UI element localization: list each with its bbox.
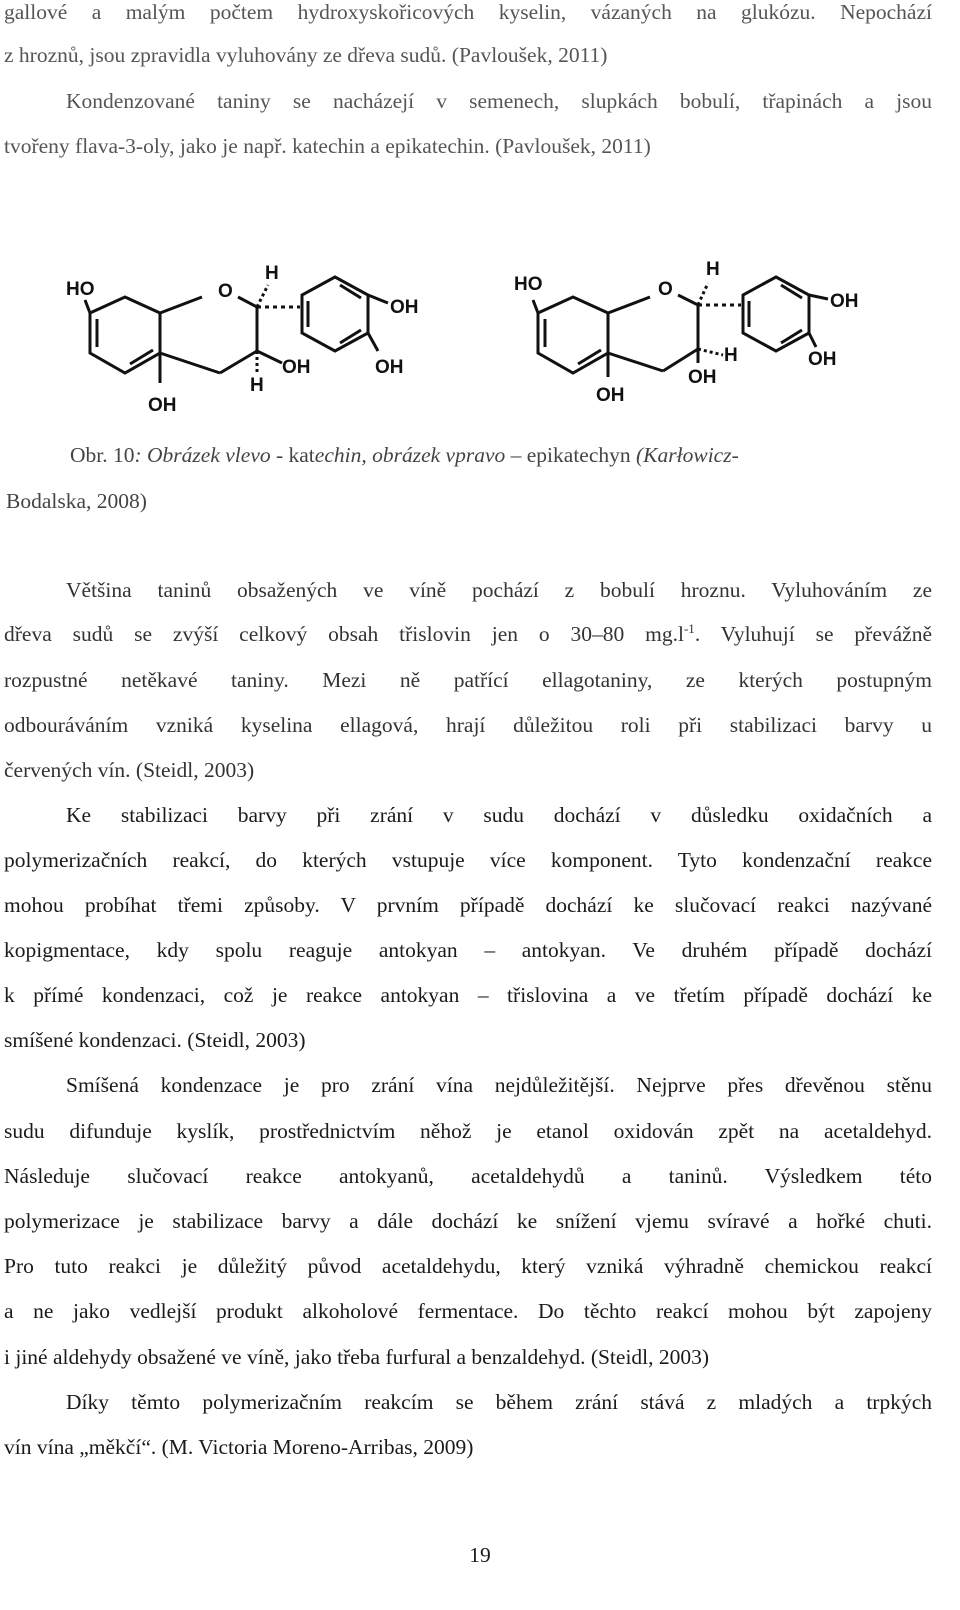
stereo-dashed-bond <box>698 283 708 305</box>
caption-text: – epikatechyn <box>505 443 637 467</box>
c-ring-bond <box>160 353 220 373</box>
h-label: H <box>265 263 279 284</box>
oh-label: OH <box>688 367 717 388</box>
text-line: a ne jako vedlejší produkt alkoholové fermentace. Do těchto reakcí mohou být zapojeny <box>4 1299 932 1323</box>
c-ring-bond <box>238 297 257 307</box>
oh-label: OH <box>808 349 837 370</box>
text-line: Následuje slučovací reakce antokyanů, acetaldehydů a taninů. Výsledkem této <box>4 1164 932 1188</box>
figure-caption <box>70 441 739 469</box>
text-line: smíšené kondenzaci. (Steidl, 2003) <box>4 1028 306 1052</box>
oh-label: OH <box>148 395 177 416</box>
epicatechin-structure-figure <box>498 255 898 420</box>
caption-prefix: Obr. 10 <box>70 443 135 467</box>
h-label: H <box>706 259 720 280</box>
text-line: kopigmentace, kdy spolu reaguje antokyan – antokyan. Ve druhém případě dochází <box>4 938 932 962</box>
text-span: dřeva sudů se zvýší celkový obsah třislovin jen o 30–80 mg.l <box>4 622 684 646</box>
text-line: Většina taninů obsažených ve víně pochází z bobulí hroznu. Vyluhováním ze <box>66 578 932 602</box>
text-line: k přímé kondenzaci, což je reakce antokyan – třislovina a ve třetím případě dochází ke <box>4 983 932 1007</box>
caption-text: - kat <box>270 443 315 467</box>
text-line: i jiné aldehydy obsažené ve víně, jako třeba furfural a benzaldehyd. (Steidl, 2003) <box>4 1345 710 1369</box>
oh-bond <box>368 295 388 303</box>
figure-caption-continuation: Bodalska, 2008) <box>6 489 147 513</box>
oh-label: OH <box>390 297 419 318</box>
stereo-dashed-bond <box>257 285 268 307</box>
oh-label: OH <box>282 357 311 378</box>
text-line: vín vína „měkčí“. (M. Victoria Moreno-Arribas, 2009) <box>4 1435 474 1459</box>
catechin-structure-figure <box>50 255 450 420</box>
o-label: O <box>218 281 233 302</box>
text-line: Pro tuto reakci je důležitý původ acetaldehydu, který vzniká výhradně chemickou reakcí <box>4 1254 932 1278</box>
oh-label: OH <box>830 291 859 312</box>
oh-bond <box>809 295 828 299</box>
caption-text: : Obrázek vlevo <box>134 443 271 467</box>
text-line: Kondenzované taniny se nacházejí v semenech, slupkách bobulí, třapinách a jsou <box>66 89 932 113</box>
c-ring-bond <box>160 297 202 313</box>
text-line: tvořeny flava-3-oly, jako je např. katechin a epikatechin. (Pavloušek, 2011) <box>4 134 651 158</box>
c-ring-bond <box>220 351 257 373</box>
ho-bond <box>533 300 538 313</box>
text-line: odbouráváním vzniká kyselina ellagová, hrají důležitou roli při stabilizaci barvy u <box>4 713 932 737</box>
a-ring <box>90 297 160 373</box>
caption-source: (Karłowicz- <box>636 443 739 467</box>
a-ring <box>538 297 608 373</box>
page-number: 19 <box>469 1543 491 1567</box>
text-line: Ke stabilizaci barvy při zrání v sudu dochází v důsledku oxidačních a <box>66 803 932 827</box>
text-line: z hroznů, jsou zpravidla vyluhovány ze dřeva sudů. (Pavloušek, 2011) <box>4 43 608 67</box>
text-line: polymerizace je stabilizace barvy a dále dochází ke snížení vjemu svíravé a hořké chuti. <box>4 1209 932 1233</box>
text-line: červených vín. (Steidl, 2003) <box>4 758 255 782</box>
caption-text: echin, obrázek vpravo <box>314 443 506 467</box>
ho-bond <box>85 300 90 313</box>
oh-bond <box>257 351 282 363</box>
c-ring-bond <box>678 295 698 305</box>
h-label: H <box>724 345 738 366</box>
ho-label: HO <box>514 274 543 295</box>
text-line: Díky těmto polymerizačním reakcím se během zrání stává z mladých a trpkých <box>66 1390 932 1414</box>
c-ring-bond <box>608 353 663 371</box>
text-line: gallové a malým počtem hydroxyskořicových kyselin, vázaných na glukózu. Nepochází <box>4 0 932 24</box>
superscript: -1 <box>683 621 695 636</box>
oh-bond <box>809 333 816 347</box>
o-label: O <box>658 279 673 300</box>
b-ring <box>743 277 809 351</box>
ho-label: HO <box>66 279 95 300</box>
text-span: . Vyluhují se převážně <box>694 622 932 646</box>
oh-bond <box>368 333 378 351</box>
h-label: H <box>250 375 264 396</box>
c-ring-bond <box>608 297 650 313</box>
b-ring <box>302 277 368 351</box>
stereo-dashed-bond <box>698 349 723 355</box>
text-line: polymerizačních reakcí, do kterých vstupuje více komponent. Tyto kondenzační reakce <box>4 848 932 872</box>
text-line <box>4 620 932 648</box>
oh-label: OH <box>375 357 404 378</box>
text-line: rozpustné netěkavé taniny. Mezi ně patřící ellagotaniny, ze kterých postupným <box>4 668 932 692</box>
oh-label: OH <box>596 385 625 406</box>
text-line: Smíšená kondenzace je pro zrání vína nejdůležitější. Nejprve přes dřevěnou stěnu <box>66 1073 932 1097</box>
text-line: sudu difunduje kyslík, prostřednictvím něhož je etanol oxidován zpět na acetaldehyd. <box>4 1119 932 1143</box>
text-line: mohou probíhat třemi způsoby. V prvním případě dochází ke slučovací reakci nazývané <box>4 893 932 917</box>
